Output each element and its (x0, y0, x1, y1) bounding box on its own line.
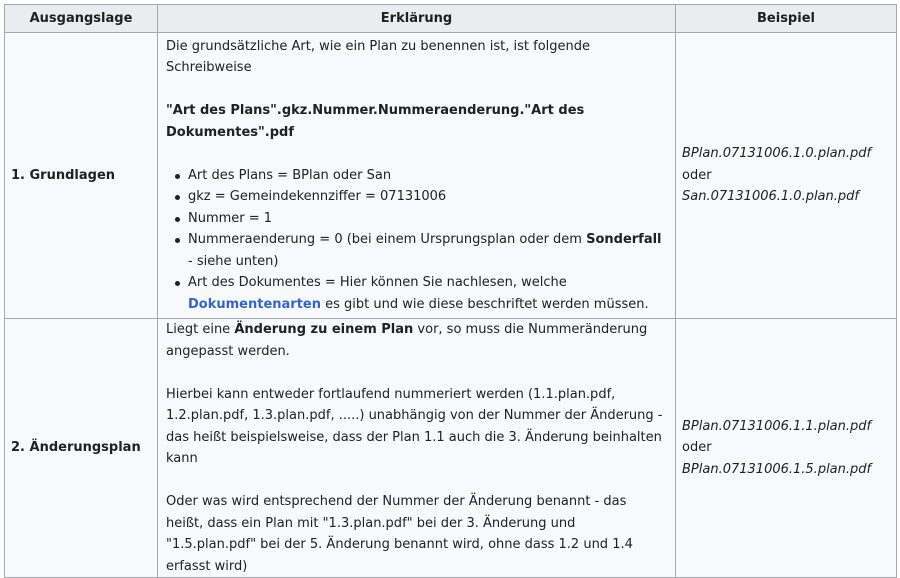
row-aenderungsplan-explanation (158, 319, 676, 578)
aenderung-intro: Liegt eine Änderung zu einem Plan vor, so muss die Nummeränderung angepasst werden. (166, 322, 648, 359)
example-filename: BPlan.07131006.1.1.plan.pdf (682, 418, 872, 434)
header-row (5, 5, 897, 33)
list-item: Art des Plans = BPlan oder San (188, 165, 667, 187)
sonderfall-term: Sonderfall (586, 232, 662, 248)
fortlaufend-paragraph: Hierbei kann entweder fortlaufend nummeriert werden (1.1.plan.pdf, 1.2.plan.pdf, 1.3.plan.pdf, .....) unabhängig von der Nummer der Änderung - das heißt beispielsweise, dass der Plan 1.1 auch die 3. Änderung beinhalten kann (166, 386, 663, 466)
example-filename: BPlan.07131006.1.0.plan.pdf (682, 146, 872, 162)
naming-rules-table (4, 4, 897, 578)
list-item: Nummeraenderung = 0 (bei einem Ursprungsplan oder dem Sonderfall - siehe unten) (188, 229, 667, 272)
list-item: Art des Dokumentes = Hier können Sie nachlesen, welche Dokumentenarten es gibt und wie diese beschriftet werden müssen. (188, 272, 667, 315)
header-erklaerung: Erklärung (158, 5, 676, 33)
pattern-parts-list (166, 165, 667, 316)
row-grundlagen-label: 1. Grundlagen (5, 33, 158, 319)
row-aenderungsplan-label: 2. Änderungsplan (5, 319, 158, 578)
naming-pattern: "Art des Plans".gkz.Nummer.Nummeraenderung."Art des Dokumentes".pdf (166, 103, 585, 140)
dokumentenarten-link[interactable]: Dokumentenarten (188, 296, 321, 312)
row-grundlagen-example: BPlan.07131006.1.0.plan.pdf oder San.07131006.1.0.plan.pdf (676, 33, 897, 319)
header-ausgangslage: Ausgangslage (5, 5, 158, 33)
list-item: Nummer = 1 (188, 208, 667, 230)
row-grundlagen-explanation (158, 33, 676, 319)
row-aenderungsplan-example: BPlan.07131006.1.1.plan.pdf oder BPlan.07131006.1.5.plan.pdf (676, 319, 897, 578)
intro-text: Die grundsätzliche Art, wie ein Plan zu benennen ist, ist folgende Schreibweise (166, 38, 590, 76)
example-filename: BPlan.07131006.1.5.plan.pdf (682, 461, 872, 477)
header-beispiel: Beispiel (676, 5, 897, 33)
table-row (5, 319, 897, 578)
example-filename: San.07131006.1.0.plan.pdf (682, 189, 859, 205)
table-row (5, 33, 897, 319)
list-item: gkz = Gemeindekennziffer = 07131006 (188, 186, 667, 208)
entsprechend-paragraph: Oder was wird entsprechend der Nummer der Änderung benannt - das heißt, dass ein Plan mit "1.3.plan.pdf" bei der 3. Änderung und "1.5.plan.pdf" bei der 5. Änderung benannt wird, ohne dass 1.2 und 1.4 erfasst wird) (166, 494, 633, 574)
